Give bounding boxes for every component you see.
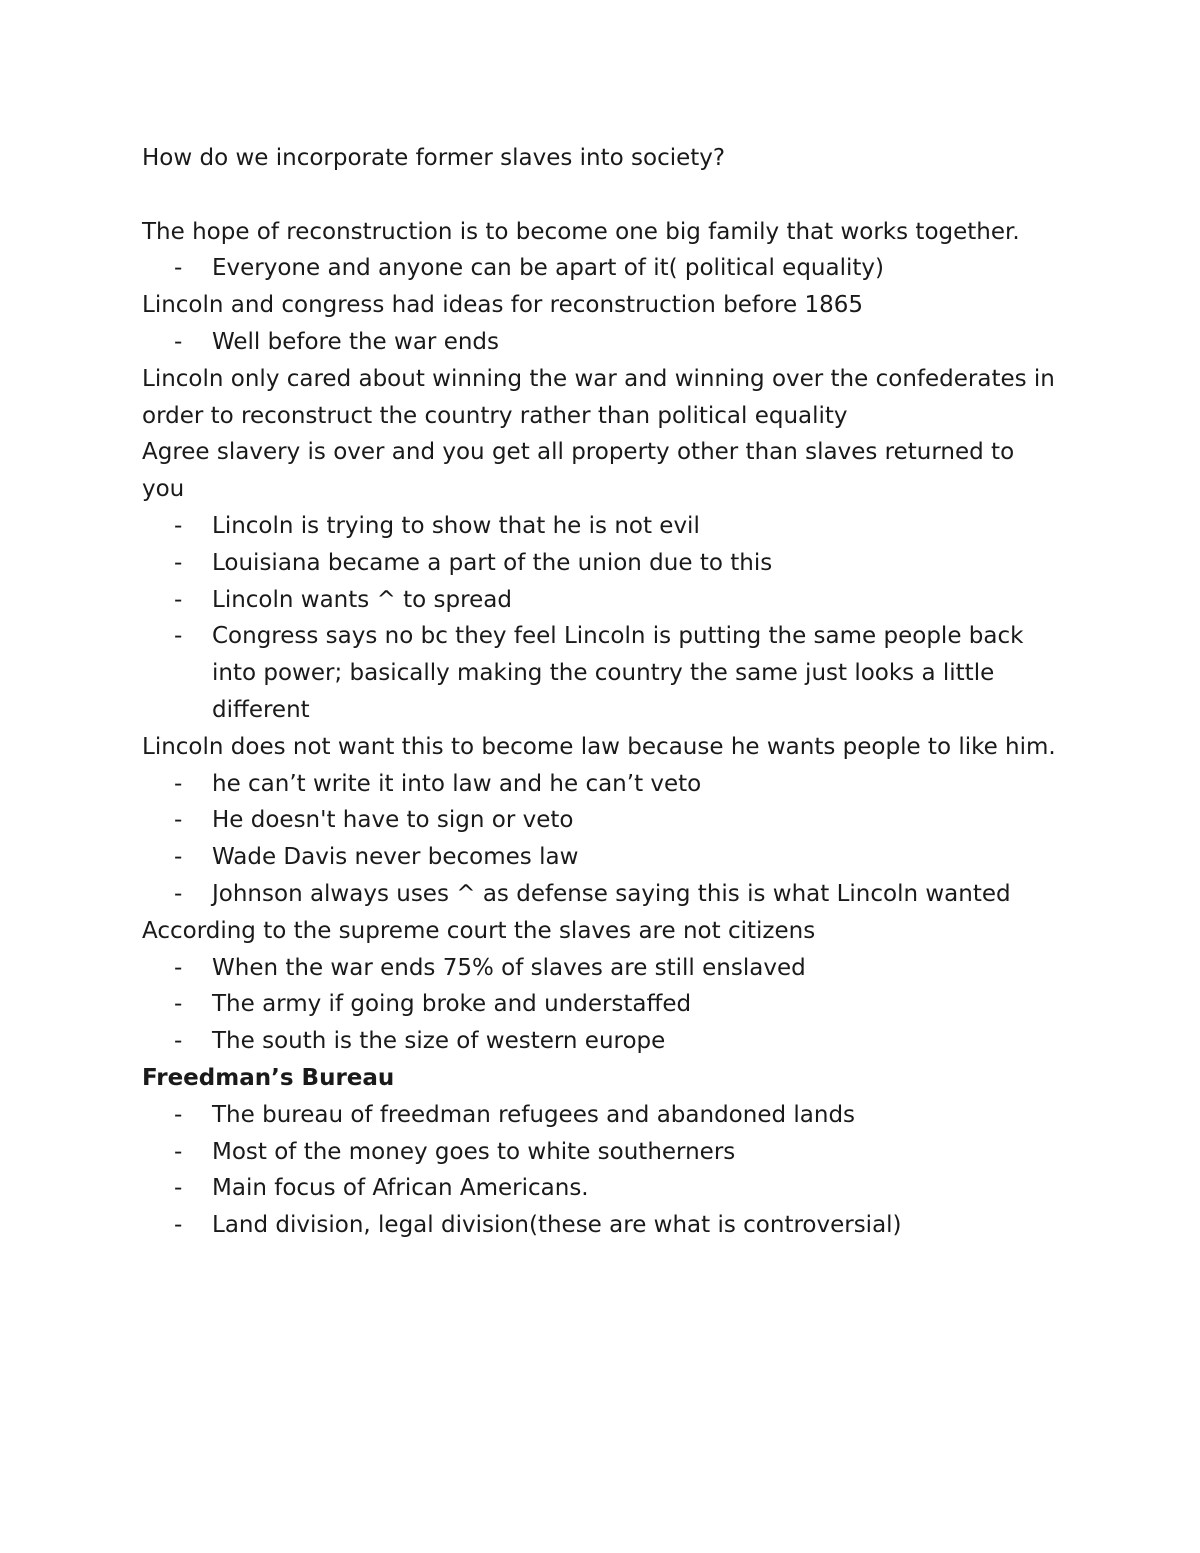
list-item <box>142 950 1062 987</box>
dash-marker: - <box>174 991 183 1018</box>
section-heading-freedmans-bureau: Freedman’s Bureau <box>142 1064 395 1091</box>
dash-marker: - <box>174 880 183 907</box>
paragraph-law: Lincoln does not want this to become law because he wants people to like him. <box>142 733 1056 760</box>
list-item-text: He doesn't have to sign or veto <box>212 807 574 834</box>
dash-marker: - <box>174 328 183 355</box>
list-item-text: The army if going broke and understaffed <box>212 991 692 1018</box>
list-item-text: The south is the size of western europe <box>212 1028 666 1055</box>
list-item <box>142 766 1062 803</box>
dash-marker: - <box>174 770 183 797</box>
dash-marker: - <box>174 512 183 539</box>
list-item-text: Johnson always uses ^ as defense saying this is what Lincoln wanted <box>212 880 1011 907</box>
list-item <box>142 1134 1062 1171</box>
dash-marker: - <box>174 1212 183 1239</box>
list-item-text: Well before the war ends <box>212 328 500 355</box>
dash-marker: - <box>174 807 183 834</box>
dash-marker: - <box>174 586 183 613</box>
list-item-text: Louisiana became a part of the union due to this <box>212 549 773 576</box>
dash-marker: - <box>174 255 183 282</box>
list-item <box>142 618 1062 728</box>
list-item <box>142 1207 1062 1244</box>
dash-marker: - <box>174 1138 183 1165</box>
document-body <box>142 140 1062 1244</box>
list-item-text: Lincoln is trying to show that he is not evil <box>212 512 700 539</box>
dash-marker: - <box>174 1028 183 1055</box>
list-item-text: When the war ends 75% of slaves are still enslaved <box>212 954 806 981</box>
paragraph-agree: Agree slavery is over and you get all property other than slaves returned to you <box>142 439 1015 503</box>
list-item <box>142 1097 1062 1134</box>
list-item-text: he can’t write it into law and he can’t veto <box>212 770 702 797</box>
list-item-text: The bureau of freedman refugees and abandoned lands <box>212 1101 856 1128</box>
list-item <box>142 839 1062 876</box>
list-item <box>142 545 1062 582</box>
list-item-text: Most of the money goes to white southerners <box>212 1138 736 1165</box>
list-item <box>142 802 1062 839</box>
list-item-text: Everyone and anyone can be apart of it( political equality) <box>212 255 884 282</box>
paragraph-court: According to the supreme court the slaves are not citizens <box>142 917 816 944</box>
dash-marker: - <box>174 1175 183 1202</box>
dash-marker: - <box>174 623 183 650</box>
list-item <box>142 508 1062 545</box>
blank-line <box>142 177 1062 214</box>
list-item <box>142 250 1062 287</box>
list-item-text: Wade Davis never becomes law <box>212 844 579 871</box>
dash-marker: - <box>174 1101 183 1128</box>
paragraph-hope: The hope of reconstruction is to become one big family that works together. <box>142 218 1020 245</box>
paragraph-lincoln-congress: Lincoln and congress had ideas for reconstruction before 1865 <box>142 292 863 319</box>
list-item <box>142 986 1062 1023</box>
list-item <box>142 876 1062 913</box>
list-item-text: Main focus of African Americans. <box>212 1175 589 1202</box>
dash-marker: - <box>174 954 183 981</box>
list-item <box>142 1170 1062 1207</box>
dash-marker: - <box>174 844 183 871</box>
list-item-text: Congress says no bc they feel Lincoln is putting the same people back into power; basically making the country the same just looks a little different <box>212 623 1024 723</box>
paragraph-lincoln-cared: Lincoln only cared about winning the war and winning over the confederates in order to reconstruct the country rather than political equality <box>142 365 1055 429</box>
list-item-text: Lincoln wants ^ to spread <box>212 586 512 613</box>
dash-marker: - <box>174 549 183 576</box>
list-item <box>142 582 1062 619</box>
list-item <box>142 1023 1062 1060</box>
list-item <box>142 324 1062 361</box>
opening-question: How do we incorporate former slaves into society? <box>142 145 726 171</box>
list-item-text: Land division, legal division(these are what is controversial) <box>212 1212 902 1239</box>
